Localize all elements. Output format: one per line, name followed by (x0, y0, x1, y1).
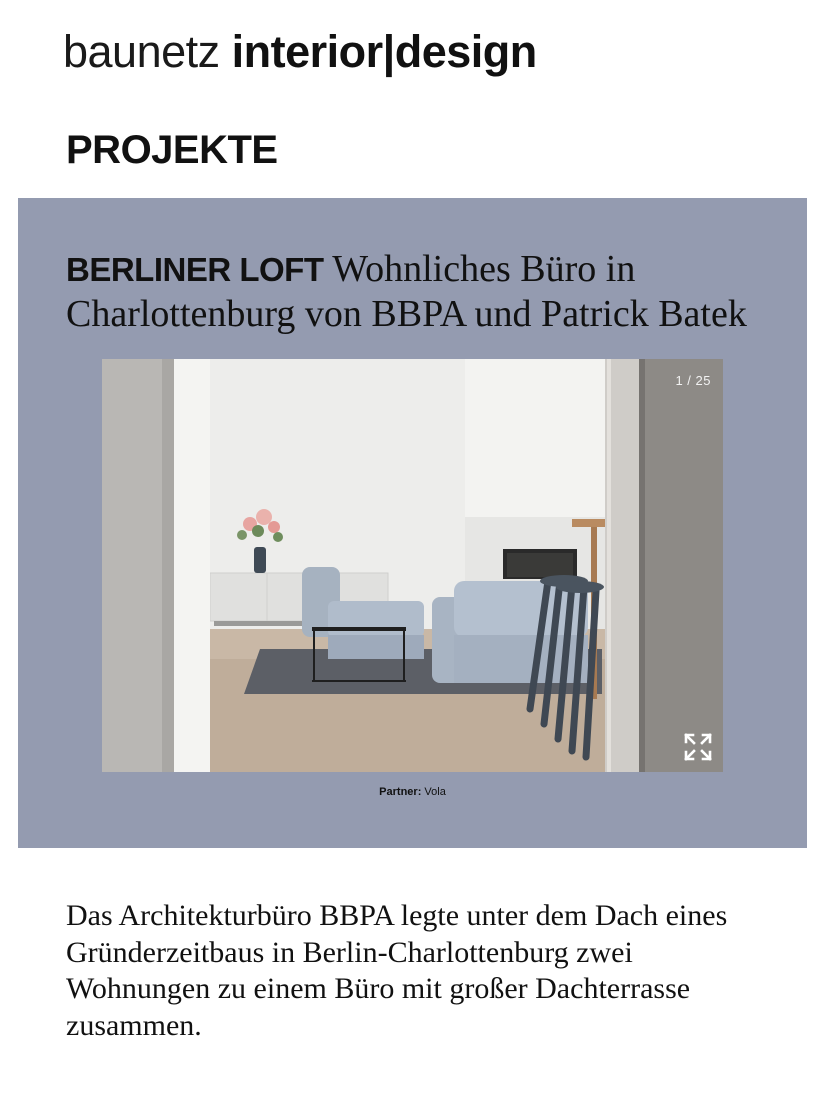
image-gallery[interactable] (102, 359, 723, 772)
logo-interior-design: interior|design (231, 26, 537, 77)
article-title: Wohnliches Büro in Charlottenburg von BBPA und Patrick Batek (66, 248, 747, 335)
site-logo[interactable] (63, 24, 537, 80)
article-teaser[interactable] (18, 198, 807, 848)
partner-name: Vola (421, 786, 446, 798)
article-intro-text: Das Architekturbüro BBPA legte unter dem Dach eines Gründerzeitbaus in Berlin-Charlottenburg zwei Wohnungen zu einem Büro mit großer Dachterrasse zusammen. (66, 899, 728, 1042)
partner-label: Partner: (379, 786, 422, 798)
gallery-photo (102, 359, 723, 772)
section-title: PROJEKTE (66, 128, 278, 172)
logo-baunetz: baunetz (63, 26, 232, 77)
article-headline[interactable] (66, 247, 786, 337)
partner-caption[interactable] (18, 786, 807, 798)
article-kicker: BERLINER LOFT (66, 251, 324, 288)
gallery-counter: 1 / 25 (675, 373, 711, 388)
expand-arrows-icon[interactable] (682, 731, 714, 763)
